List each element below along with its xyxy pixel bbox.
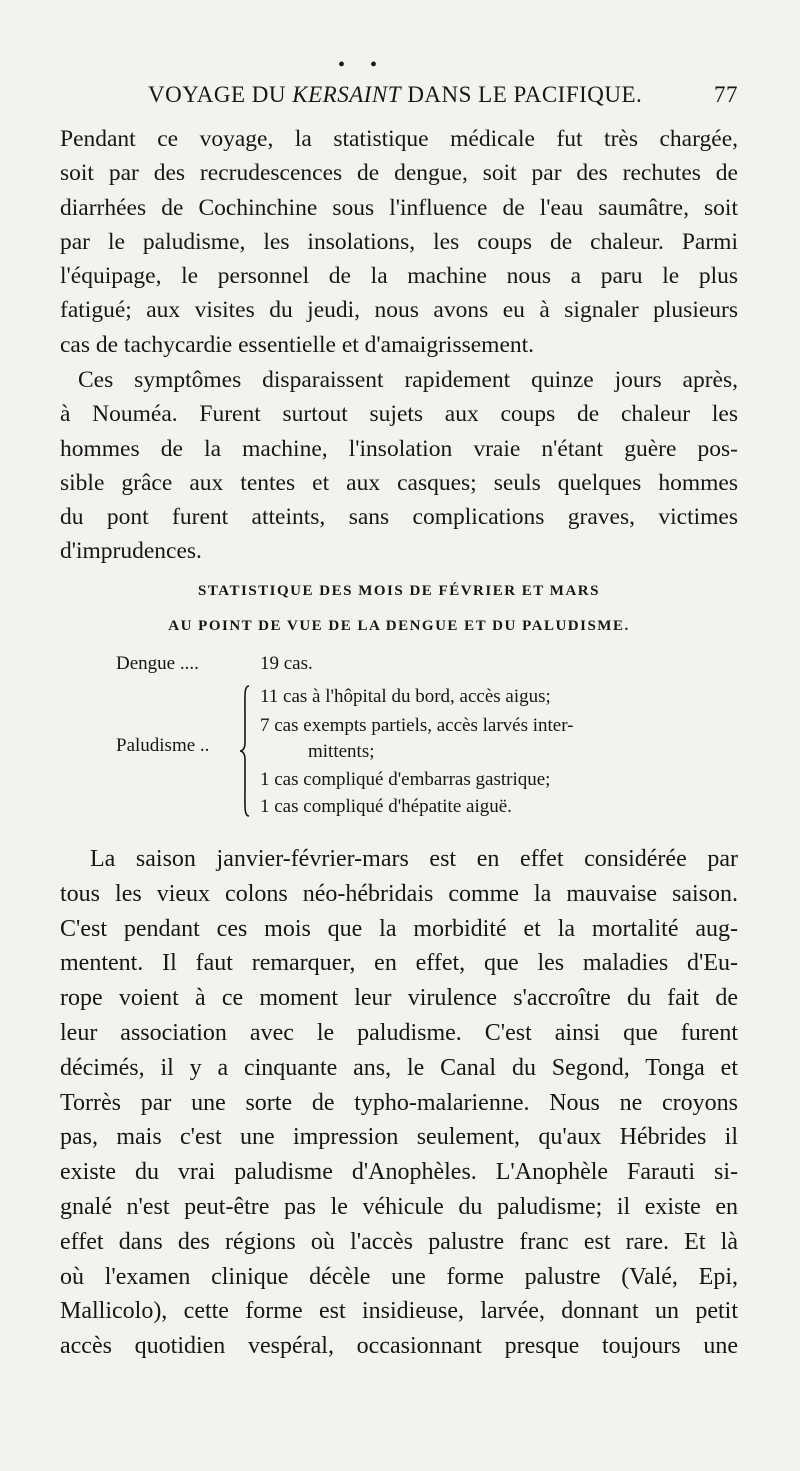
- page-number: 77: [714, 82, 738, 107]
- paludisme-label: Paludisme ..: [116, 735, 210, 756]
- stat-heading-line1: STATISTIQUE DES MOIS DE FÉVRIER ET MARS: [198, 583, 600, 599]
- text-line: Torrès par une sorte de typho-malarienne. Nous ne croyons: [60, 1089, 738, 1116]
- text-line: C'est pendant ces mois que la morbidité et la mortalité aug-: [60, 915, 738, 942]
- text-line: où l'examen clinique décèle une forme palustre (Valé, Epi,: [60, 1263, 738, 1290]
- text-line: existe du vrai paludisme d'Anophèles. L'Anophèle Farauti si-: [60, 1159, 738, 1186]
- paludisme-line: mittents;: [308, 741, 375, 762]
- text-line: Pendant ce voyage, la statistique médicale fut très chargée,: [60, 126, 738, 152]
- text-line: cas de tachycardie essentielle et d'amaigrissement.: [60, 331, 535, 358]
- text-line: leur association avec le paludisme. C'est ainsi que furent: [60, 1019, 738, 1046]
- text-line: décimés, il y a cinquante ans, le Canal du Segond, Tonga et: [60, 1054, 738, 1081]
- paludisme-line: 11 cas à l'hôpital du bord, accès aigus;: [260, 686, 551, 707]
- text-line: soit par des recrudescences de dengue, soit par des rechutes de: [60, 160, 738, 187]
- text-line: fatigué; aux visites du jeudi, nous avons eu à signaler plusieurs: [60, 297, 738, 324]
- text-line: pas, mais c'est une impression seulement, qu'aux Hébrides il: [60, 1124, 738, 1151]
- text-line: rope voient à ce moment leur virulence s'accroître du fait de: [60, 985, 738, 1012]
- text-line: mentent. Il faut remarquer, en effet, que les maladies d'Eu-: [60, 950, 738, 977]
- brace-icon: [240, 685, 250, 817]
- paragraph-1: [60, 122, 738, 362]
- text-line: La saison janvier-février-mars est en effet considérée par: [90, 846, 738, 872]
- text-line: accès quotidien vespéral, occasionnant presque toujours une: [60, 1333, 738, 1360]
- dengue-label: Dengue ....: [116, 653, 199, 674]
- text-line: d'imprudences.: [60, 538, 202, 565]
- running-title: VOYAGE DU KERSAINT DANS LE PACIFIQUE.: [148, 82, 643, 107]
- text-line: Mallicolo), cette forme est insidieuse, larvée, donnant un petit: [60, 1298, 738, 1325]
- text-line: diarrhées de Cochinchine sous l'influence de l'eau saumâtre, soit: [60, 194, 738, 221]
- text-line: tous les vieux colons néo-hébridais comme la mauvaise saison.: [60, 880, 738, 907]
- paragraph-2: [60, 363, 738, 569]
- printer-mark: • •: [338, 54, 388, 76]
- text-line: du pont furent atteints, sans complications graves, victimes: [60, 504, 738, 531]
- paludisme-line: 1 cas compliqué d'hépatite aiguë.: [260, 796, 512, 817]
- text-line: sible grâce aux tentes et aux casques; seuls quelques hommes: [60, 469, 738, 496]
- text-line: gnalé n'est peut-être pas le véhicule du paludisme; il existe en: [60, 1193, 738, 1220]
- text-line: Ces symptômes disparaissent rapidement quinze jours après,: [78, 367, 738, 393]
- paludisme-line: 7 cas exempts partiels, accès larvés inter-: [260, 715, 574, 736]
- text-line: par le paludisme, les insolations, les coups de chaleur. Parmi: [60, 228, 738, 255]
- text-line: effet dans des régions où l'accès palustre franc est rare. Et là: [60, 1228, 738, 1255]
- paragraph-3: [60, 842, 738, 1364]
- text-line: l'équipage, le personnel de la machine nous a paru le plus: [60, 263, 738, 290]
- dengue-value: 19 cas.: [260, 653, 313, 674]
- paludisme-line: 1 cas compliqué d'embarras gastrique;: [260, 769, 551, 790]
- stat-heading-line2: AU POINT DE VUE DE LA DENGUE ET DU PALUDISME.: [168, 618, 630, 634]
- text-line: hommes de la machine, l'insolation vraie n'étant guère pos-: [60, 435, 738, 462]
- text-line: à Nouméa. Furent surtout sujets aux coups de chaleur les: [60, 401, 738, 428]
